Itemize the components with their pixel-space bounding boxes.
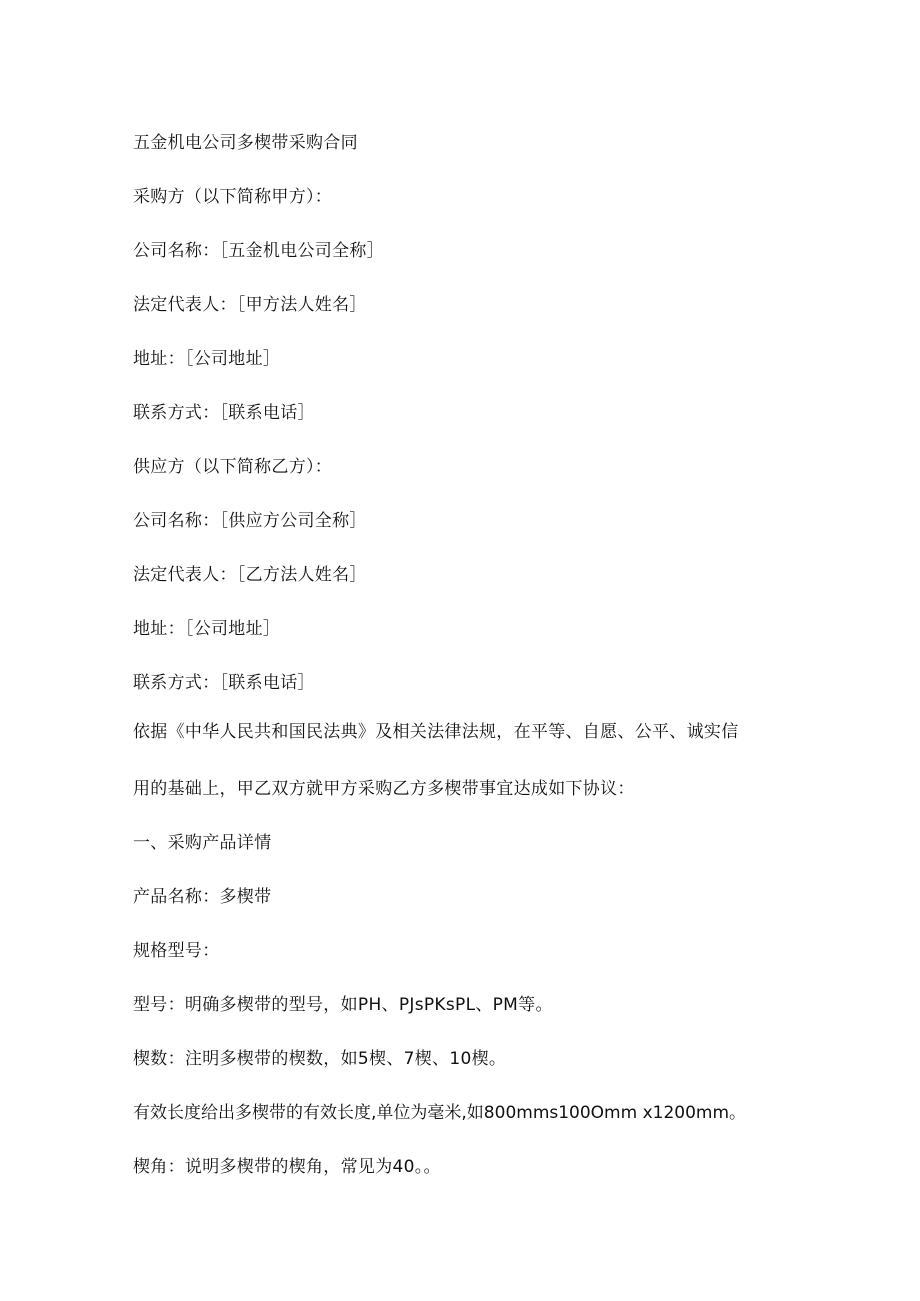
buyer-heading: 采购方（以下简称甲方）： xyxy=(133,187,333,207)
supplier-legal-representative: 法定代表人：［乙方法人姓名］ xyxy=(133,565,367,585)
buyer-legal-representative: 法定代表人：［甲方法人姓名］ xyxy=(133,295,367,315)
supplier-contact: 联系方式：［联系电话］ xyxy=(133,673,315,693)
contract-title: 五金机电公司多楔带采购合同 xyxy=(133,133,358,153)
supplier-heading: 供应方（以下简称乙方）： xyxy=(133,457,333,477)
product-name: 产品名称：多楔带 xyxy=(133,887,272,907)
section-heading-product-details: 一、采购产品详情 xyxy=(133,833,272,853)
spec-rib-count: 楔数：注明多楔带的楔数，如5楔、7楔、10楔。 xyxy=(133,1049,507,1069)
supplier-company-name: 公司名称：［供应方公司全称］ xyxy=(133,511,367,531)
buyer-contact: 联系方式：［联系电话］ xyxy=(133,403,315,423)
buyer-address: 地址：［公司地址］ xyxy=(133,349,281,369)
spec-model-heading: 规格型号： xyxy=(133,941,220,961)
spec-wedge-angle: 楔角：说明多楔带的楔角，常见为40。。 xyxy=(133,1157,441,1177)
spec-model-type: 型号：明确多楔带的型号，如PH、PJsPKsPL、PM等。 xyxy=(133,995,553,1015)
preamble-line-2: 用的基础上，甲乙双方就甲方采购乙方多楔带事宜达成如下协议： xyxy=(133,779,635,799)
spec-effective-length: 有效长度给出多楔带的有效长度,单位为毫米,如800mms100Omm x1200mm。 xyxy=(133,1103,747,1123)
supplier-address: 地址：［公司地址］ xyxy=(133,619,281,639)
preamble-line-1: 依据《中华人民共和国民法典》及相关法律法规，在平等、自愿、公平、诚实信 xyxy=(133,722,739,742)
buyer-company-name: 公司名称：［五金机电公司全称］ xyxy=(133,241,384,261)
